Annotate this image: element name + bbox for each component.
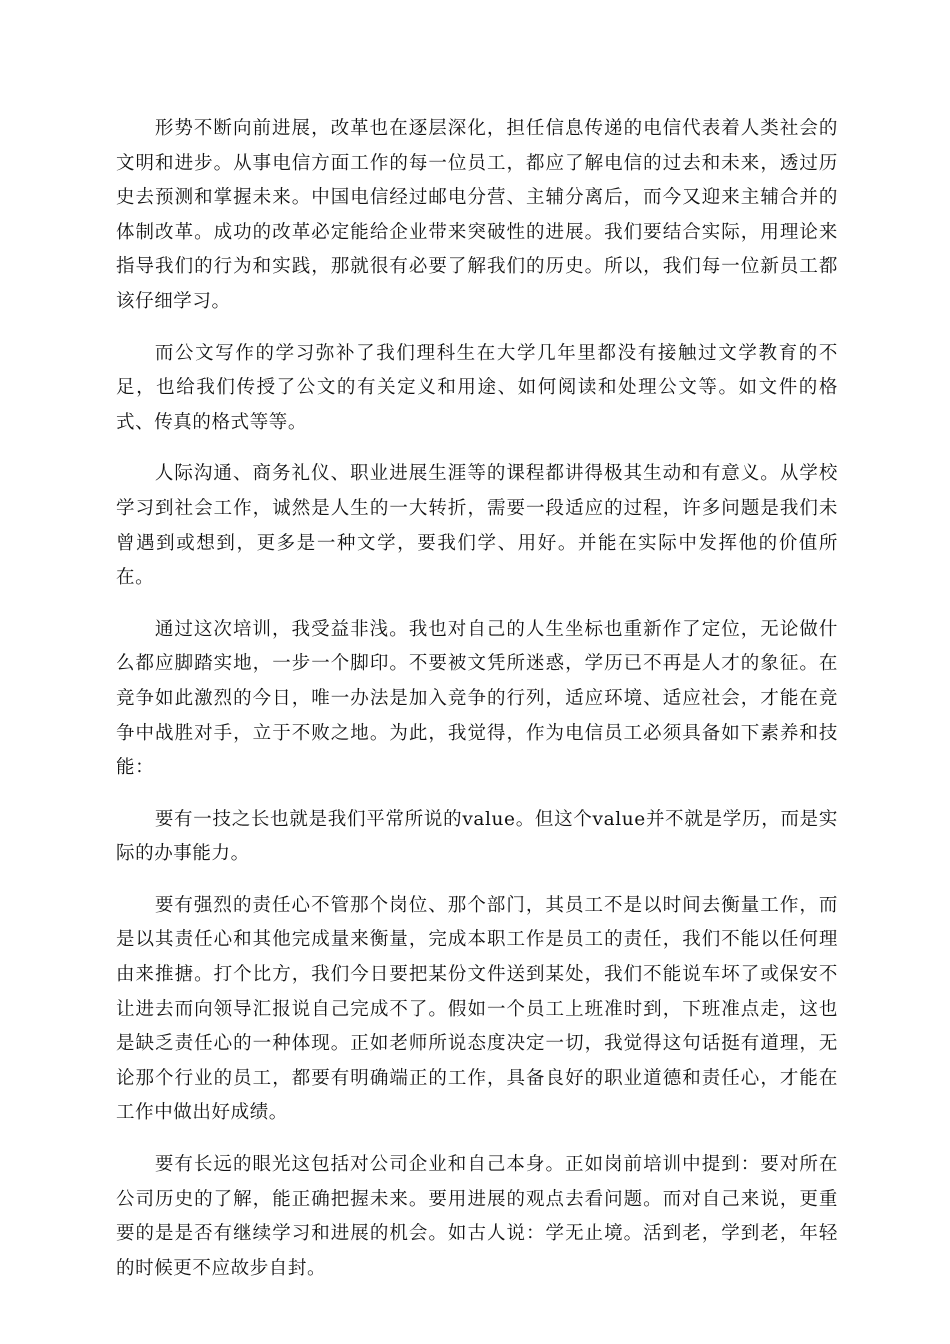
paragraph-6: 要有强烈的责任心不管那个岗位、那个部门，其员工不是以时间去衡量工作，而是以其责任心和其他完成量来衡量，完成本职工作是员工的责任，我们不能以任何理由来推搪。打个比方，我们今日要把某份文件送到某处，我们不能说车坏了或保安不让进去而向领导汇报说自己完成不了。假如一个员工上班准时到，下班准点走，这也是缺乏责任心的一种体现。正如老师所说态度决定一切，我觉得这句话挺有道理，无论那个行业的员工，都要有明确端正的工作，具备良好的职业道德和责任心，才能在工作中做出好成绩。 <box>116 894 838 1124</box>
paragraph-5: 要有一技之长也就是我们平常所说的value。但这个value并不就是学历，而是实际的办事能力。 <box>116 808 838 865</box>
paragraph-2: 而公文写作的学习弥补了我们理科生在大学几年里都没有接触过文学教育的不足，也给我们传授了公文的有关定义和用途、如何阅读和处理公文等。如文件的格式、传真的格式等等。 <box>116 342 838 433</box>
paragraph-3: 人际沟通、商务礼仪、职业进展生涯等的课程都讲得极其生动和有意义。从学校学习到社会工作，诚然是人生的一大转折，需要一段适应的过程，许多问题是我们未曾遇到或想到，更多是一种文学，要我们学、用好。并能在实际中发挥他的价值所在。 <box>116 463 838 589</box>
paragraph-4: 通过这次培训，我受益非浅。我也对自己的人生坐标也重新作了定位，无论做什么都应脚踏实地，一步一个脚印。不要被文凭所迷惑，学历已不再是人才的象征。在竞争如此激烈的今日，唯一办法是加入竞争的行列，适应环境、适应社会，才能在竞争中战胜对手，立于不败之地。为此，我觉得，作为电信员工必须具备如下素养和技能： <box>116 618 838 779</box>
paragraph-1: 形势不断向前进展，改革也在逐层深化，担任信息传递的电信代表着人类社会的文明和进步。从事电信方面工作的每一位员工，都应了解电信的过去和未来，透过历史去预测和掌握未来。中国电信经过邮电分营、主辅分离后，而今又迎来主辅合并的体制改革。成功的改革必定能给企业带来突破性的进展。我们要结合实际，用理论来指导我们的行为和实践，那就很有必要了解我们的历史。所以，我们每一位新员工都该仔细学习。 <box>116 118 838 312</box>
paragraph-7: 要有长远的眼光这包括对公司企业和自己本身。正如岗前培训中提到：要对所在公司历史的了解，能正确把握未来。要用进展的观点去看问题。而对自己来说，更重要的是是否有继续学习和进展的机会。如古人说：学无止境。活到老，学到老，年轻的时候更不应故步自封。 <box>116 1154 838 1279</box>
document-page <box>116 112 838 1303</box>
